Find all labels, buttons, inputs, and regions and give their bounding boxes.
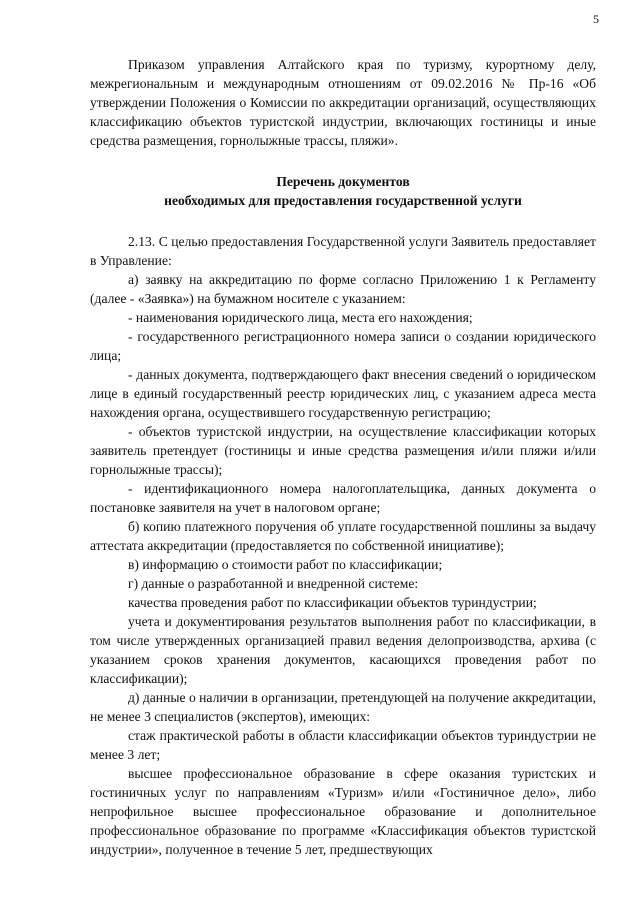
document-body xyxy=(90,55,596,859)
section-heading-line-1: Перечень документов xyxy=(276,174,410,189)
paragraph-experience: стаж практической работы в области классификации объектов туриндустрии не менее 3 лет; xyxy=(90,728,596,762)
section-heading-line-2: необходимых для предоставления государственной услуги xyxy=(164,193,522,208)
paragraph-2-13: 2.13. С целью предоставления Государственной услуги Заявитель предоставляет в Управление: xyxy=(90,234,596,268)
paragraph-item-g: г) данные о разработанной и внедренной системе: xyxy=(128,576,419,591)
paragraph-registry-document: - данных документа, подтверждающего факт внесения сведений о юридическом лице в единый государственный реестр юридических лиц, с указанием адреса места нахождения органа, осуществившего государственную регистрацию; xyxy=(90,367,596,420)
paragraph-tourism-objects: - объектов туристской индустрии, на осуществление классификации которых заявитель претендует (гостиницы и иные средства размещения и/или пляжи и/или горнолыжные трассы); xyxy=(90,424,596,477)
paragraph-registration-number: - государственного регистрационного номера записи о создании юридического лица; xyxy=(90,329,596,363)
page-number: 5 xyxy=(593,12,599,26)
paragraph-legal-name: - наименования юридического лица, места его нахождения; xyxy=(128,310,473,325)
paragraph-item-a: а) заявку на аккредитацию по форме согласно Приложению 1 к Регламенту (далее - «Заявка») на бумажном носителе с указанием: xyxy=(90,272,596,306)
paragraph-item-d: д) данные о наличии в организации, претендующей на получение аккредитации, не менее 3 специалистов (экспертов), имеющих: xyxy=(90,690,596,724)
paragraph-documentation-system: учета и документирования результатов выполнения работ по классификации, в том числе утвержденных организацией правил ведения делопроизводства, архива (с указанием сроков хранения документов, касающихся проведения работ по классификации); xyxy=(90,614,596,686)
intro-paragraph: Приказом управления Алтайского края по туризму, курортному делу, межрегиональным и международным отношениям от 09.02.2016 № Пр-16 «Об утверждении Положения о Комиссии по аккредитации организаций, осуществляющих классификацию объектов туристской индустрии, включающих гостиницы и иные средства размещения, горнолыжные трассы, пляжи». xyxy=(90,57,596,148)
paragraph-education: высшее профессиональное образование в сфере оказания туристских и гостиничных услуг по направлениям «Туризм» и/или «Гостиничное дело», либо непрофильное высшее профессиональное образование и дополнительное профессиональное образование по программе «Классификация объектов туристской индустрии», полученное в течение 5 лет, предшествующих xyxy=(90,766,596,857)
paragraph-quality-system: качества проведения работ по классификации объектов туриндустрии; xyxy=(128,595,537,610)
paragraph-item-b: б) копию платежного поручения об уплате государственной пошлины за выдачу аттестата аккредитации (предоставляется по собственной инициативе); xyxy=(90,519,596,553)
paragraph-tax-number: - идентификационного номера налогоплательщика, данных документа о постановке заявителя на учет в налоговом органе; xyxy=(90,481,596,515)
paragraph-item-v: в) информацию о стоимости работ по классификации; xyxy=(128,557,443,572)
